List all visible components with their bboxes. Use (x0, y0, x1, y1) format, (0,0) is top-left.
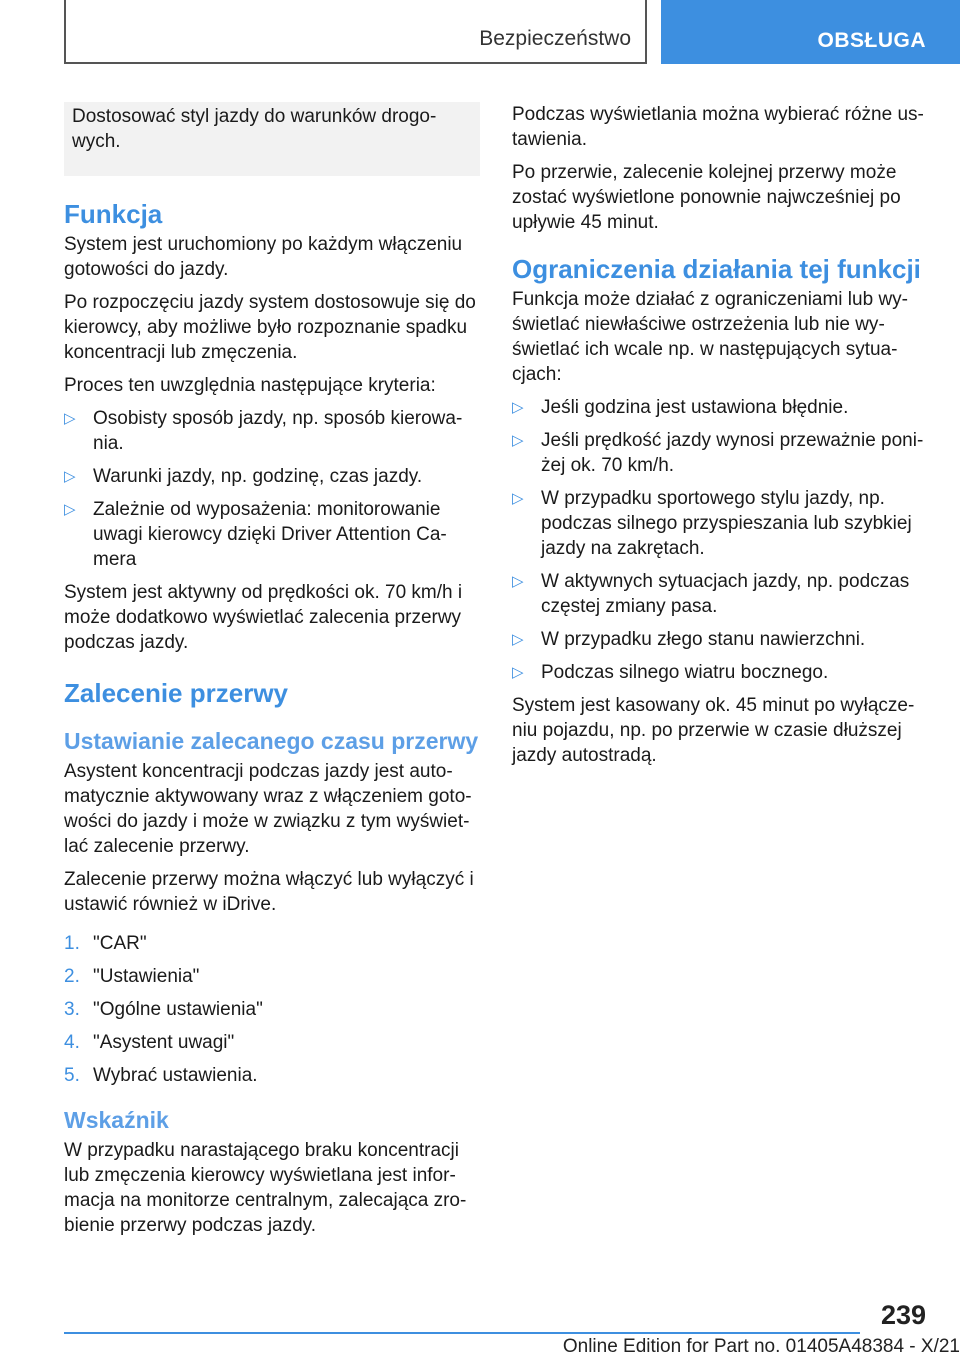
paragraph: Zalecenie przerwy można włączyć lub wyłączyć i ustawić również w iDrive. (64, 869, 474, 915)
list-item: ▷ W przypadku złego stanu nawierzchni. (512, 629, 866, 650)
triangle-right-icon: ▷ (64, 501, 76, 518)
list-item: ▷ Warunki jazdy, np. godzinę, czas jazdy. (64, 466, 423, 487)
list-item: ▷ Osobisty sposób jazdy, np. sposób kierowania. (64, 408, 463, 454)
triangle-right-icon: ▷ (512, 490, 524, 507)
paragraph: System jest uruchomiony po każdym włączeniu gotowości do jazdy. (64, 234, 463, 280)
paragraph: Funkcja może działać z ograniczeniami lub wyświetlać niewłaściwe ostrzeżenia lub nie wyświetlać ich wcale np. w następujących sytuacjach: (512, 289, 908, 385)
list-item: ▷ W przypadku sportowego stylu jazdy, np. podczas silnego przyspieszania lub szybkiej jazdy na zakrętach. (512, 488, 912, 559)
note-box (64, 102, 480, 176)
steps-list (64, 931, 480, 1088)
page-header (0, 0, 960, 66)
paragraph: Proces ten uwzględnia następujące kryteria: (64, 375, 436, 396)
list-item: 1. "CAR" (64, 933, 147, 954)
list-item: 3. "Ogólne ustawienia" (64, 999, 263, 1020)
triangle-right-icon: ▷ (512, 399, 524, 416)
triangle-right-icon: ▷ (512, 432, 524, 449)
paragraph: System jest kasowany ok. 45 minut po wyłączeniu pojazdu, np. po przerwie w czasie dłuższej jazdy autostradą. (512, 695, 915, 766)
triangle-right-icon: ▷ (512, 664, 524, 681)
note-text: Dostosować styl jazdy do warunków drogowych. (72, 106, 437, 152)
subheading-ustawianie: Ustawianie zalecanego czasu przerwy (64, 728, 479, 754)
footer-divider (64, 1332, 860, 1334)
paragraph: Podczas wyświetlania można wybierać różne ustawienia. (512, 104, 924, 150)
page-number: 239 (880, 1300, 926, 1330)
edition-note: Online Edition for Part no. 01405A48384 - X/21 (562, 1336, 960, 1357)
section-box (64, 0, 647, 64)
paragraph: Po przerwie, zalecenie kolejnej przerwy może zostać wyświetlone ponownie najwcześniej po upływie 45 minut. (512, 162, 901, 233)
heading-zalecenie: Zalecenie przerwy (64, 678, 288, 708)
paragraph: Asystent koncentracji podczas jazdy jest automatycznie aktywowany wraz z włączeniem gotowości do jazdy i może w związku z tym wyświetlać zalecenie przerwy. (64, 761, 472, 857)
triangle-right-icon: ▷ (64, 468, 76, 485)
list-item: ▷ W aktywnych sytuacjach jazdy, np. podczas częstej zmiany pasa. (512, 571, 910, 617)
section-title: Bezpieczeństwo (479, 27, 631, 50)
right-column (512, 102, 926, 776)
list-item: ▷ Zależnie od wyposażenia: monitorowanie uwagi kierowcy dzięki Driver Attention Camera (64, 499, 447, 570)
left-column (64, 102, 480, 1246)
heading-funkcja: Funkcja (64, 199, 163, 229)
limitations-list (512, 395, 926, 685)
list-item: 4. "Asystent uwagi" (64, 1032, 235, 1053)
triangle-right-icon: ▷ (64, 410, 76, 427)
paragraph: System jest aktywny od prędkości ok. 70 km/h i może dodatkowo wyświetlać zalecenia przerwy podczas jazdy. (64, 582, 463, 653)
list-item: 5. Wybrać ustawienia. (64, 1065, 258, 1086)
list-item: 2. "Ustawienia" (64, 966, 200, 987)
list-item: ▷ Podczas silnego wiatru bocznego. (512, 662, 829, 683)
paragraph: Po rozpoczęciu jazdy system dostosowuje się do kierowcy, aby możliwe było rozpoznanie spadku koncentracji lub zmęczenia. (64, 292, 476, 363)
paragraph: W przypadku narastającego braku koncentracji lub zmęczenia kierowcy wyświetlana jest informacja na monitorze centralnym, zalecająca zrobienie przerwy podczas jazdy. (64, 1140, 467, 1236)
heading-ograniczenia: Ograniczenia działania tej funkcji (512, 254, 921, 284)
chapter-tab[interactable]: OBSŁUGA (661, 0, 960, 64)
triangle-right-icon: ▷ (512, 631, 524, 648)
list-item: ▷ Jeśli prędkość jazdy wynosi przeważnie poniżej ok. 70 km/h. (512, 430, 924, 476)
subheading-wskaznik: Wskaźnik (64, 1107, 169, 1133)
triangle-right-icon: ▷ (512, 573, 524, 590)
criteria-list (64, 406, 480, 572)
list-item: ▷ Jeśli godzina jest ustawiona błędnie. (512, 397, 849, 418)
